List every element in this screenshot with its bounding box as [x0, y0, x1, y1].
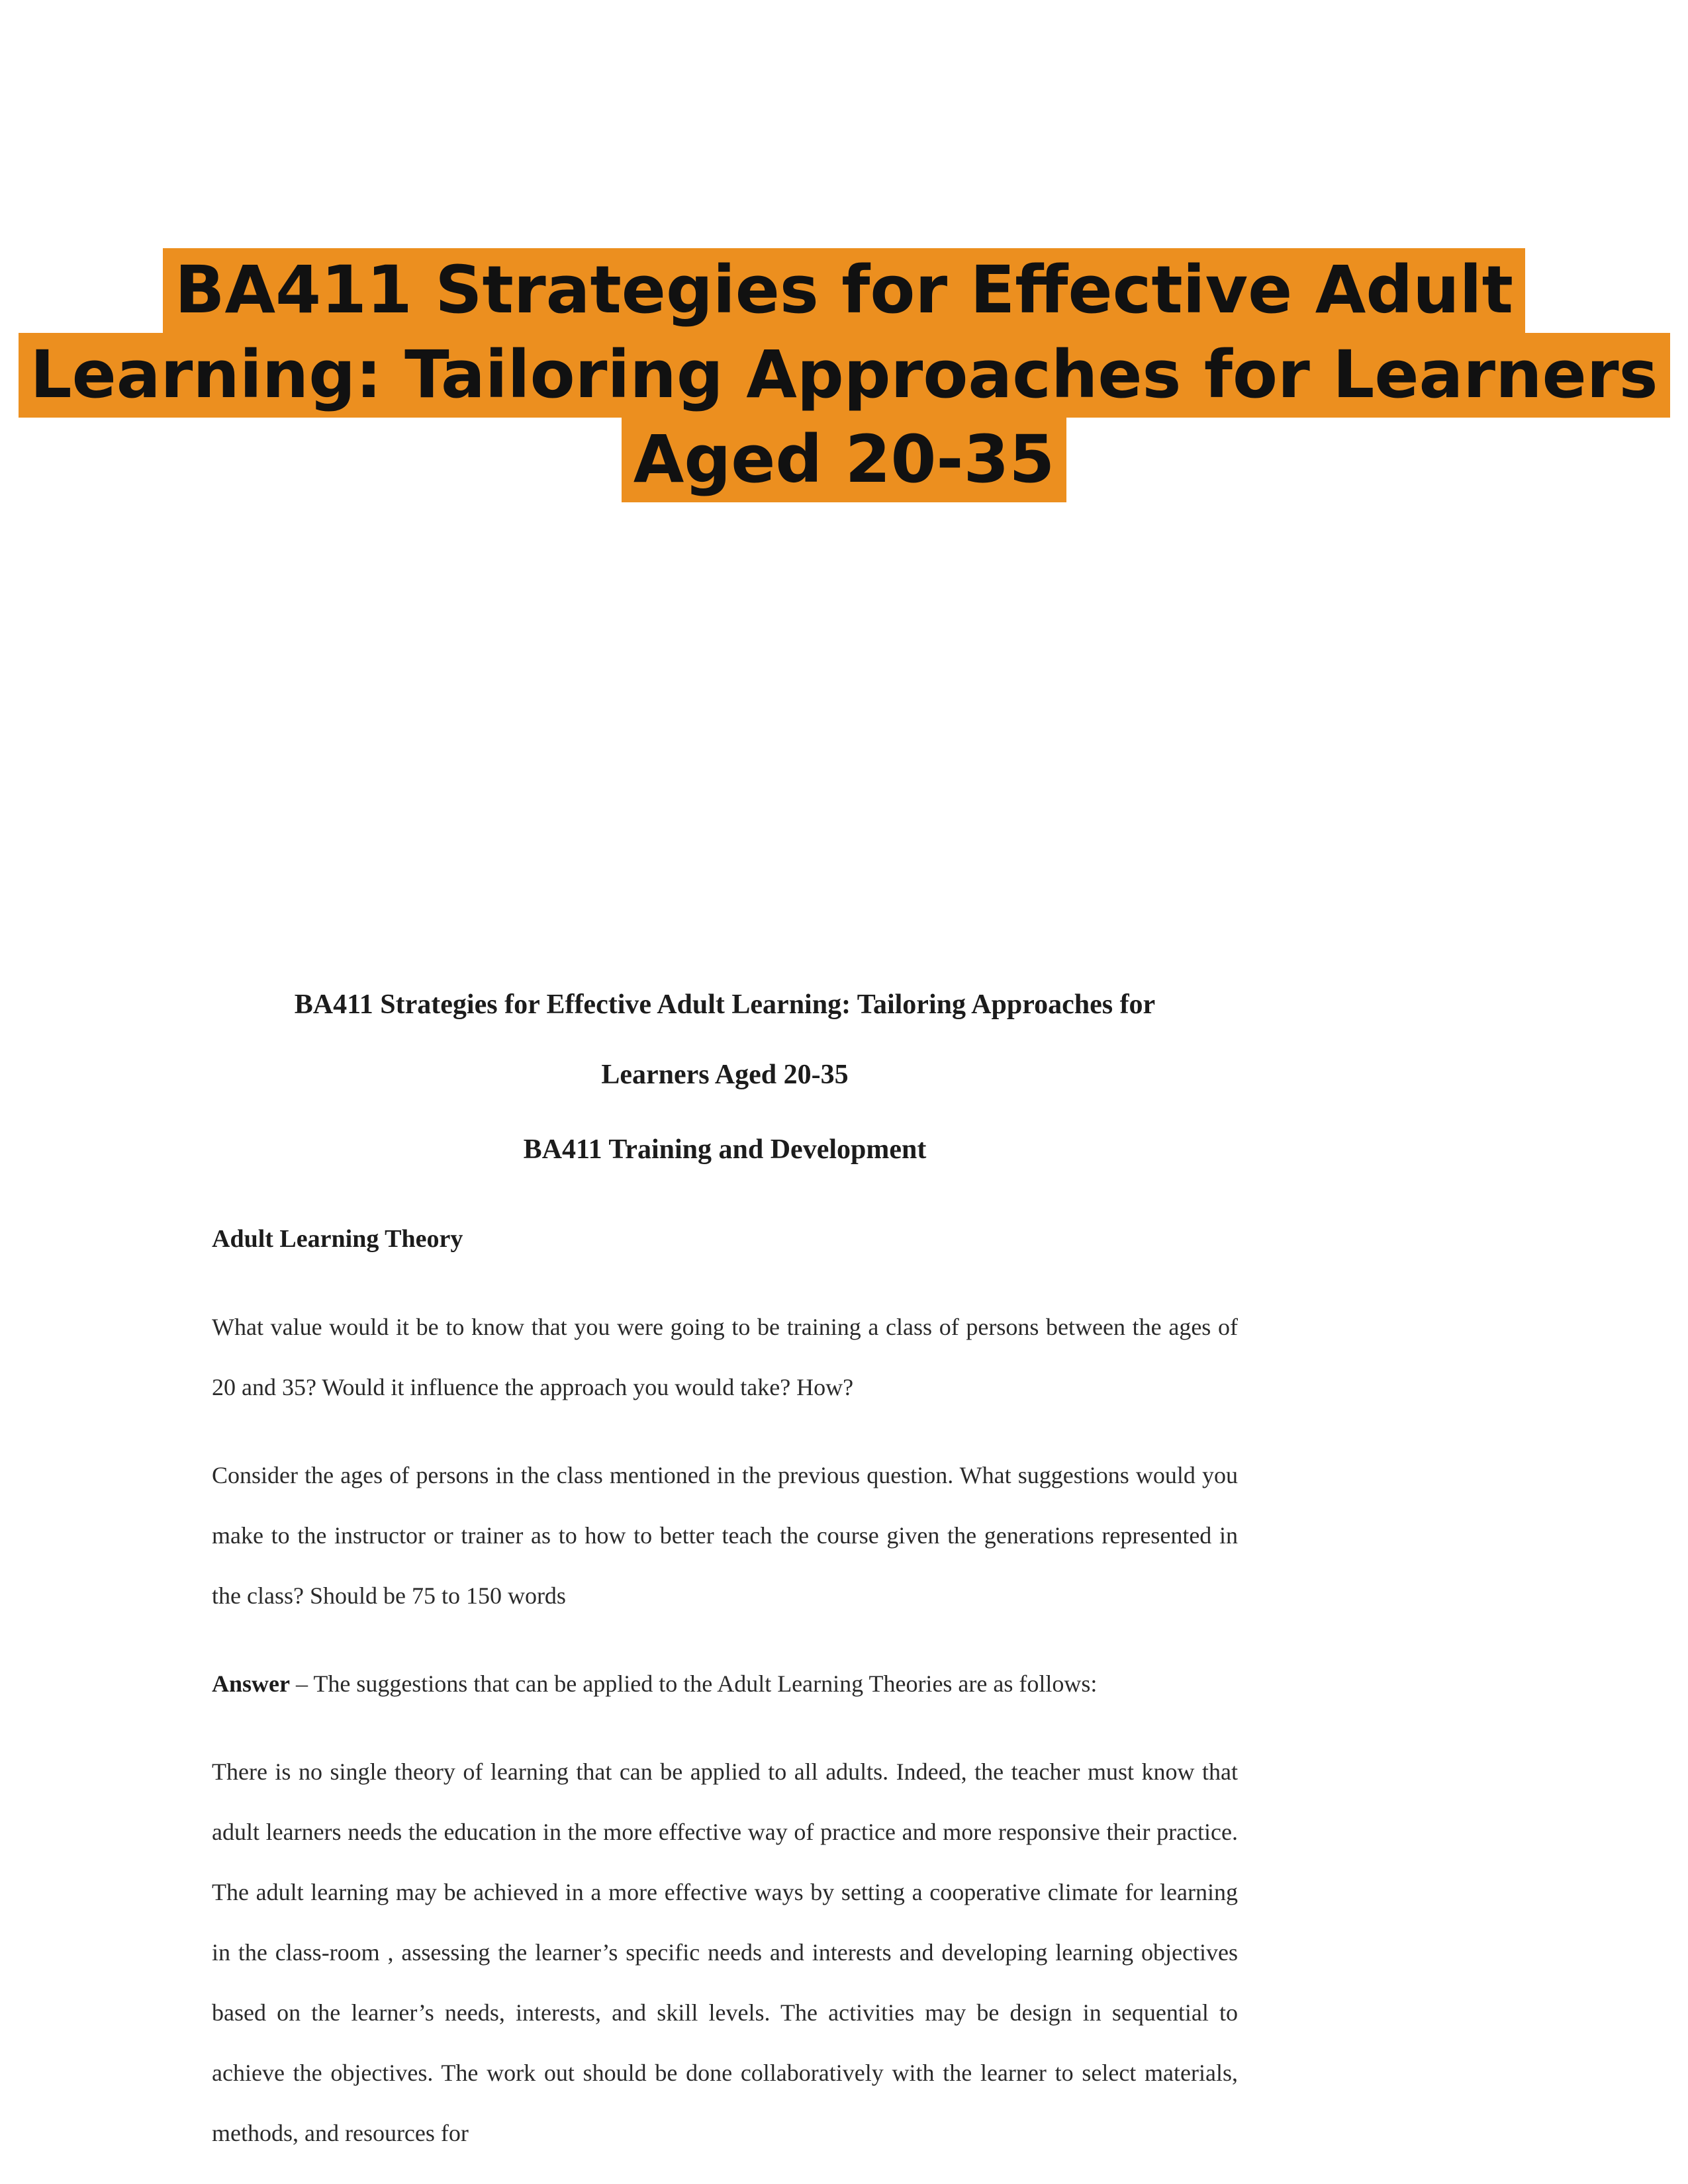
banner-line-2: [0, 333, 1688, 418]
banner-highlight-1: BA411 Strategies for Effective Adult: [163, 248, 1525, 333]
document-title: [212, 970, 1238, 1110]
question-paragraph-2: Consider the ages of persons in the class mentioned in the previous question. What suggestions would you make to the instructor or trainer as to how to better teach the course given the generations represented in the class? Should be 75 to 150 words: [212, 1462, 1238, 1609]
scanned-document: [212, 970, 1238, 2163]
answer-body-paragraph: There is no single theory of learning that can be applied to all adults. Indeed, the teacher must know that adult learners needs the education in the more effective way of practice and more responsive their practice. The adult learning may be achieved in a more effective ways by setting a cooperative climate for learning in the class-room , assessing the learner’s specific needs and interests and developing learning objectives based on the learner’s needs, interests, and skill levels. The activities may be design in sequential to achieve the objectives. The work out should be done collaboratively with the learner to select materials, methods, and resources for: [212, 1758, 1238, 2146]
section-heading: Adult Learning Theory: [212, 1225, 463, 1253]
banner-line-3: [0, 418, 1688, 502]
answer-intro-text: – The suggestions that can be applied to the Adult Learning Theories are as follows:: [289, 1670, 1098, 1697]
banner-line-1: [0, 248, 1688, 333]
answer-intro-paragraph: [212, 1654, 1238, 1714]
banner-highlight-2: Learning: Tailoring Approaches for Learners: [19, 333, 1670, 418]
document-subtitle: BA411 Training and Development: [523, 1134, 927, 1165]
document-title-line-1: BA411 Strategies for Effective Adult Learning: Tailoring Approaches for: [294, 989, 1156, 1020]
banner-highlight-3: Aged 20-35: [622, 418, 1067, 502]
banner-title: [0, 248, 1688, 502]
document-title-line-2: Learners Aged 20-35: [601, 1060, 849, 1090]
question-paragraph-1: What value would it be to know that you were going to be training a class of persons between the ages of 20 and 35? Would it influence the approach you would take? How?: [212, 1314, 1238, 1400]
answer-label: Answer: [212, 1670, 290, 1697]
